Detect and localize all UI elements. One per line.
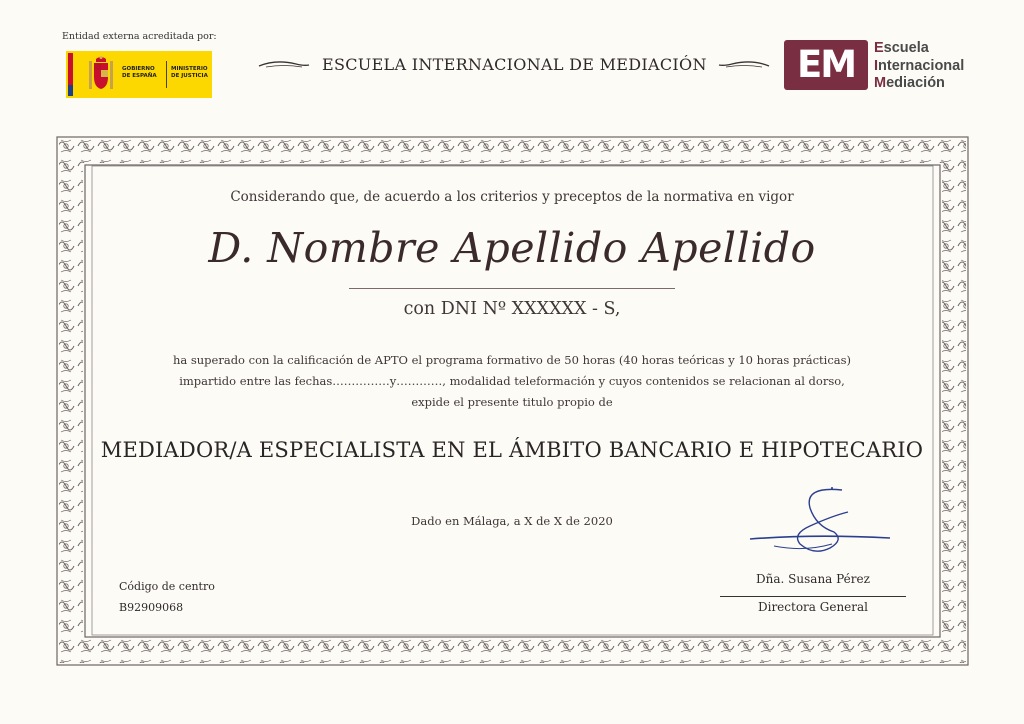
signer-role: Directora General: [757, 600, 868, 614]
school-title: ESCUELA INTERNACIONAL DE MEDIACIÓN: [322, 55, 707, 74]
accredited-label: Entidad externa acreditada por:: [62, 31, 217, 42]
signature-line: [720, 596, 906, 597]
certificate-body: [96, 168, 928, 630]
em-logo-words: [874, 40, 964, 93]
considering-text: Considerando que, de acuerdo a los criterios y preceptos de la normativa en vigor: [230, 189, 794, 205]
name-underline: [349, 288, 675, 289]
flourish-left-icon: [258, 58, 310, 72]
coat-of-arms-icon: [86, 55, 116, 93]
degree-title: MEDIADOR/A ESPECIALISTA EN EL ÁMBITO BANCARIO E HIPOTECARIO: [100, 438, 924, 462]
gov-label-right: MINISTERIO DE JUSTICIA: [171, 66, 208, 79]
dni-text: con DNI Nº XXXXXX - S,: [403, 299, 621, 319]
issue-place-date: Dado en Málaga, a X de X de 2020: [411, 514, 613, 528]
em-logo: EM: [784, 40, 868, 90]
center-code-label: Código de centro: [119, 580, 215, 593]
center-code-block: [119, 576, 215, 618]
body-paragraph: [96, 350, 928, 413]
signer-name: Dña. Susana Pérez: [756, 572, 870, 586]
certificate-header: [0, 0, 1024, 120]
body-line: ha superado con la calificación de APTO el programa formativo de 50 horas (40 horas teóricas y 10 horas prácticas): [172, 353, 852, 367]
body-line: impartido entre las fechas……………y…………, modalidad teleformación y cuyos contenidos se relacionan al dorso,: [179, 374, 845, 388]
flourish-right-icon: [718, 58, 770, 72]
logo-word: Escuela: [874, 40, 929, 56]
body-line: expide el presente titulo propio de: [411, 395, 613, 409]
recipient-name: D. Nombre Apellido Apellido: [208, 224, 816, 272]
logo-word: Mediación: [874, 75, 945, 91]
gobierno-espana-logo: [66, 51, 212, 98]
logo-word: Internacional: [874, 57, 965, 74]
signature-icon: [744, 482, 894, 562]
gov-label-left: GOBIERNO DE ESPAÑA: [122, 66, 157, 79]
center-code-value: B92909068: [119, 601, 184, 614]
